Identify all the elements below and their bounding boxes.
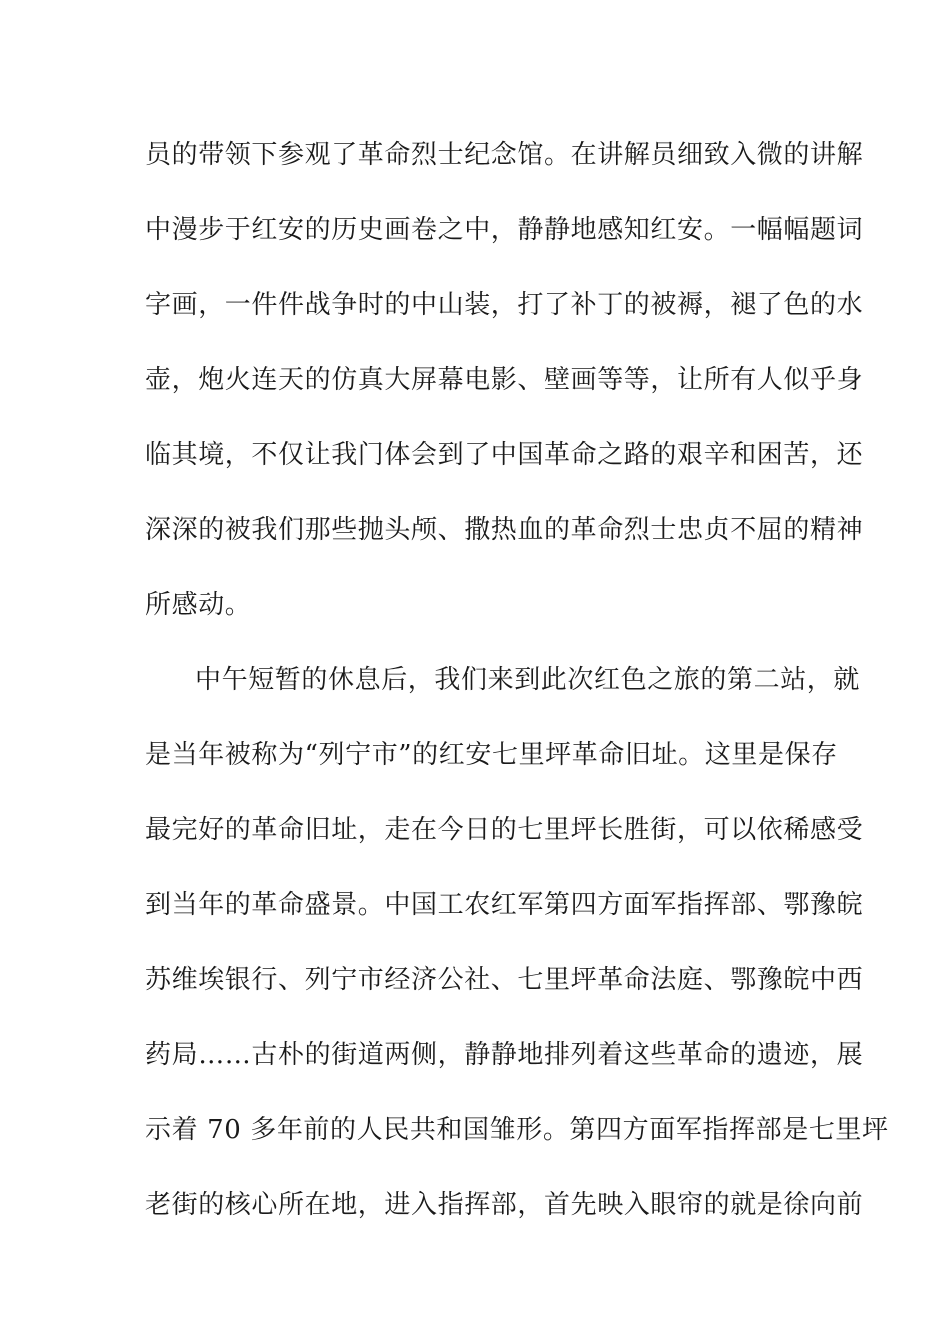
text-line: 苏维埃银行、列宁市经济公社、七里坪革命法庭、鄂豫皖中西 (145, 965, 864, 995)
text-line: 中漫步于红安的历史画卷之中，静静地感知红安。一幅幅题词 (145, 215, 864, 245)
text-line: 是当年被称为“列宁市”的红安七里坪革命旧址。这里是保存 (145, 740, 838, 770)
text-line: 壶，炮火连天的仿真大屏幕电影、壁画等等，让所有人似乎身 (145, 365, 864, 395)
text-line: 中午短暂的休息后，我们来到此次红色之旅的第二站，就 (195, 665, 861, 695)
text-line: 所感动。 (145, 590, 252, 620)
text-line: 药局……古朴的街道两侧，静静地排列着这些革命的遗迹，展 (145, 1040, 864, 1070)
body-text (145, 128, 889, 1253)
text-line: 字画，一件件战争时的中山装，打了补丁的被褥，褪了色的水 (145, 290, 864, 320)
text-line: 老街的核心所在地，进入指挥部，首先映入眼帘的就是徐向前 (145, 1190, 864, 1220)
text-line: 最完好的革命旧址，走在今日的七里坪长胜街，可以依稀感受 (145, 815, 864, 845)
text-line: 临其境，不仅让我门体会到了中国革命之路的艰辛和困苦，还 (145, 440, 864, 470)
text-line: 员的带领下参观了革命烈士纪念馆。在讲解员细致入微的讲解 (145, 140, 864, 170)
text-line: 深深的被我们那些抛头颅、撒热血的革命烈士忠贞不屈的精神 (145, 515, 864, 545)
text-line: 示着 70 多年前的人民共和国雏形。第四方面军指挥部是七里坪 (145, 1115, 889, 1145)
paragraph-1 (145, 128, 864, 653)
text-line: 到当年的革命盛景。中国工农红军第四方面军指挥部、鄂豫皖 (145, 890, 864, 920)
paragraph-2 (145, 653, 889, 1253)
